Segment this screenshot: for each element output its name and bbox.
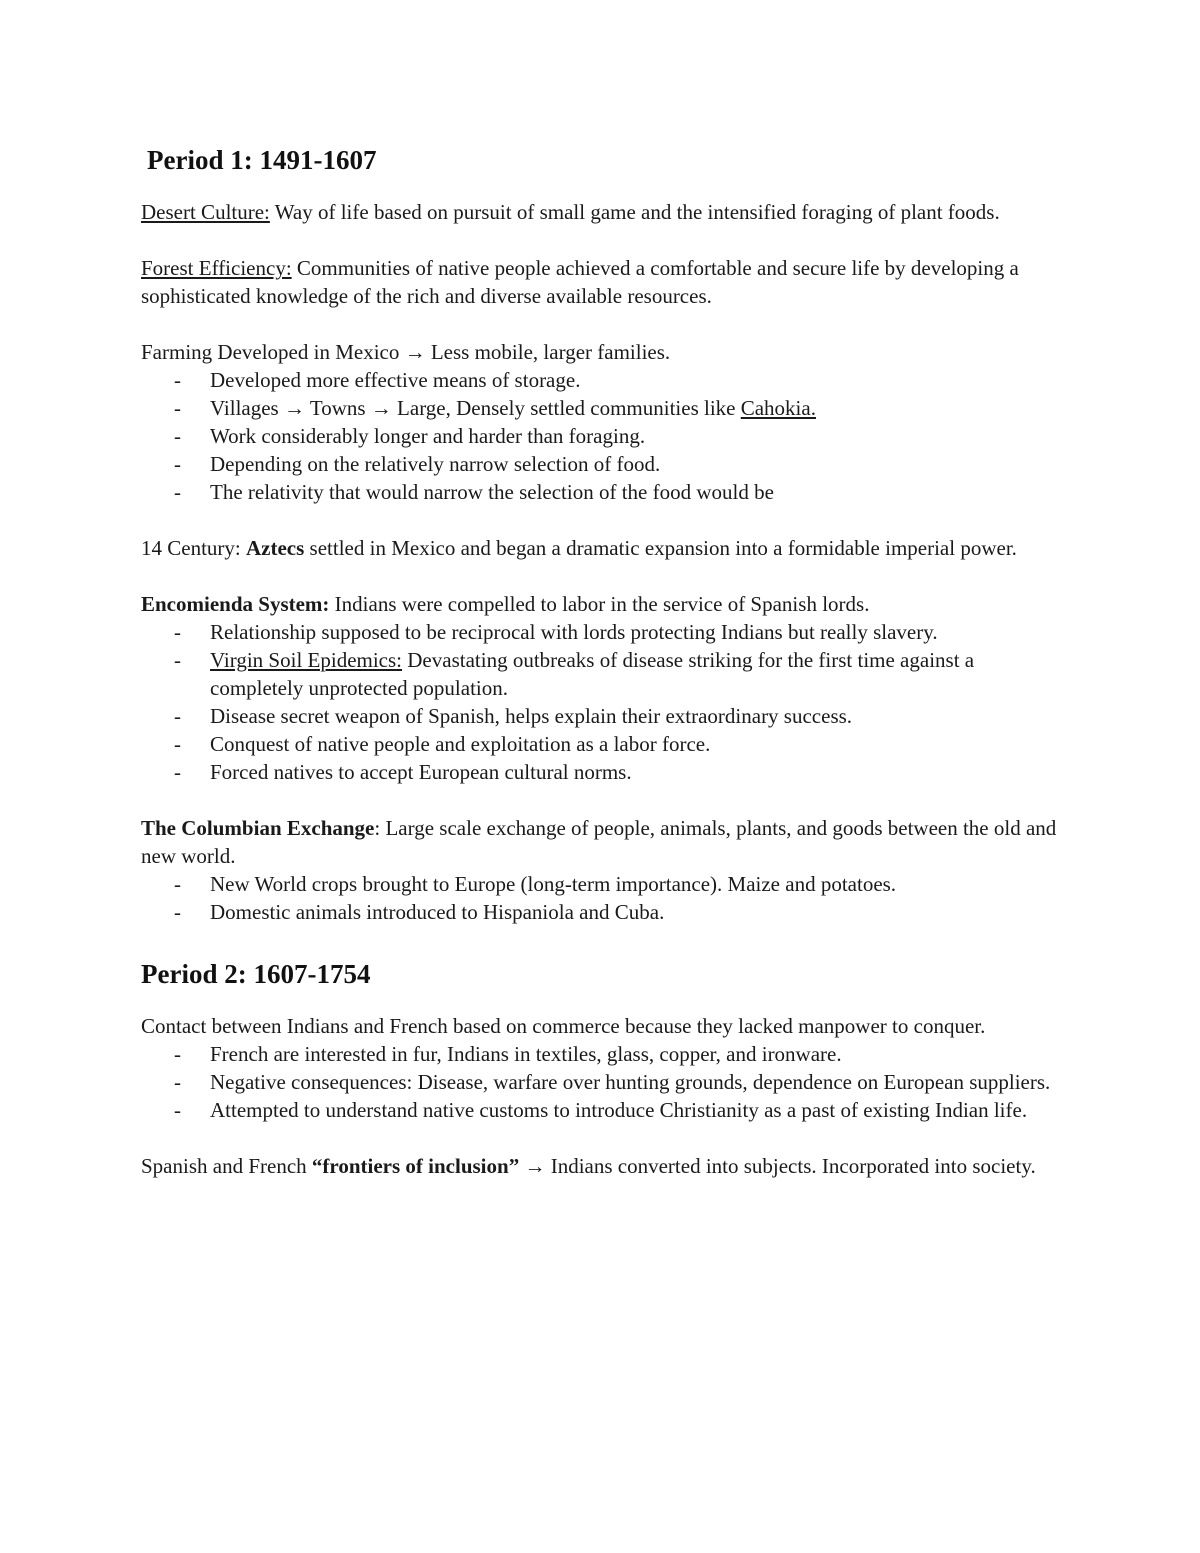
list-item-text: Devastating outbreaks of disease striking for the first time against a completely unprotected population. xyxy=(210,648,975,700)
aztecs-pre: 14 Century: xyxy=(141,536,246,560)
columbian-exchange-paragraph xyxy=(141,814,1061,870)
forest-efficiency-term: Forest Efficiency: xyxy=(141,256,292,280)
frontiers-term: “frontiers of inclusion” xyxy=(311,1154,520,1178)
list-item: - Work considerably longer and harder than foraging. xyxy=(141,422,1061,450)
contact-paragraph: Contact between Indians and French based on commerce because they lacked manpower to conquer. xyxy=(141,1014,986,1038)
aztecs-post: settled in Mexico and began a dramatic expansion into a formidable imperial power. xyxy=(304,536,1017,560)
list-item-text: Villages → Towns → Large, Densely settled communities like xyxy=(210,396,741,420)
aztecs-term: Aztecs xyxy=(246,536,305,560)
list-item: - Attempted to understand native customs to introduce Christianity as a past of existing Indian life. xyxy=(141,1096,1061,1124)
list-item: - Forced natives to accept European cultural norms. xyxy=(141,758,1061,786)
list-item: - Conquest of native people and exploitation as a labor force. xyxy=(141,730,1061,758)
aztecs-paragraph xyxy=(141,534,1061,562)
list-item: - Domestic animals introduced to Hispaniola and Cuba. xyxy=(141,898,1061,926)
virgin-soil-term: Virgin Soil Epidemics: xyxy=(210,648,403,672)
frontiers-paragraph xyxy=(141,1152,1061,1180)
frontiers-pre: Spanish and French xyxy=(141,1154,312,1178)
list-item xyxy=(141,394,1061,422)
desert-culture-paragraph xyxy=(141,198,1061,226)
list-item: - Relationship supposed to be reciprocal with lords protecting Indians but really slavery. xyxy=(141,618,1061,646)
desert-culture-text: Way of life based on pursuit of small game and the intensified foraging of plant foods. xyxy=(269,200,1000,224)
encomienda-list xyxy=(141,618,1061,786)
list-item: - Negative consequences: Disease, warfare over hunting grounds, dependence on European suppliers. xyxy=(141,1068,1061,1096)
encomienda-text: Indians were compelled to labor in the service of Spanish lords. xyxy=(329,592,870,616)
columbian-exchange-text: : Large scale exchange of people, animals, plants, and goods between the old and new world. xyxy=(141,816,1057,868)
farming-list xyxy=(141,366,1061,506)
contact-list xyxy=(141,1040,1061,1124)
list-item: - Depending on the relatively narrow selection of food. xyxy=(141,450,1061,478)
list-item: - New World crops brought to Europe (long-term importance). Maize and potatoes. xyxy=(141,870,1061,898)
encomienda-paragraph xyxy=(141,590,1061,618)
encomienda-term: Encomienda System: xyxy=(141,592,330,616)
period-2-heading: Period 2: 1607-1754 xyxy=(141,959,371,989)
list-item xyxy=(141,646,1061,702)
cahokia-term: Cahokia. xyxy=(740,396,816,420)
columbian-exchange-term: The Columbian Exchange xyxy=(141,816,375,840)
list-item: - Disease secret weapon of Spanish, helps explain their extraordinary success. xyxy=(141,702,1061,730)
forest-efficiency-text: Communities of native people achieved a comfortable and secure life by developing a sophisticated knowledge of the rich and diverse available resources. xyxy=(141,256,1019,308)
list-item: - French are interested in fur, Indians in textiles, glass, copper, and ironware. xyxy=(141,1040,1061,1068)
period-1-heading: Period 1: 1491-1607 xyxy=(147,145,377,175)
document-page xyxy=(141,140,1061,1180)
forest-efficiency-paragraph xyxy=(141,254,1061,310)
desert-culture-term: Desert Culture: xyxy=(141,200,270,224)
list-item: - Developed more effective means of storage. xyxy=(141,366,1061,394)
columbian-list xyxy=(141,870,1061,926)
frontiers-post: → Indians converted into subjects. Incorporated into society. xyxy=(519,1154,1036,1178)
farming-intro: Farming Developed in Mexico → Less mobile, larger families. xyxy=(141,340,671,364)
list-item: - The relativity that would narrow the selection of the food would be xyxy=(141,478,1061,506)
